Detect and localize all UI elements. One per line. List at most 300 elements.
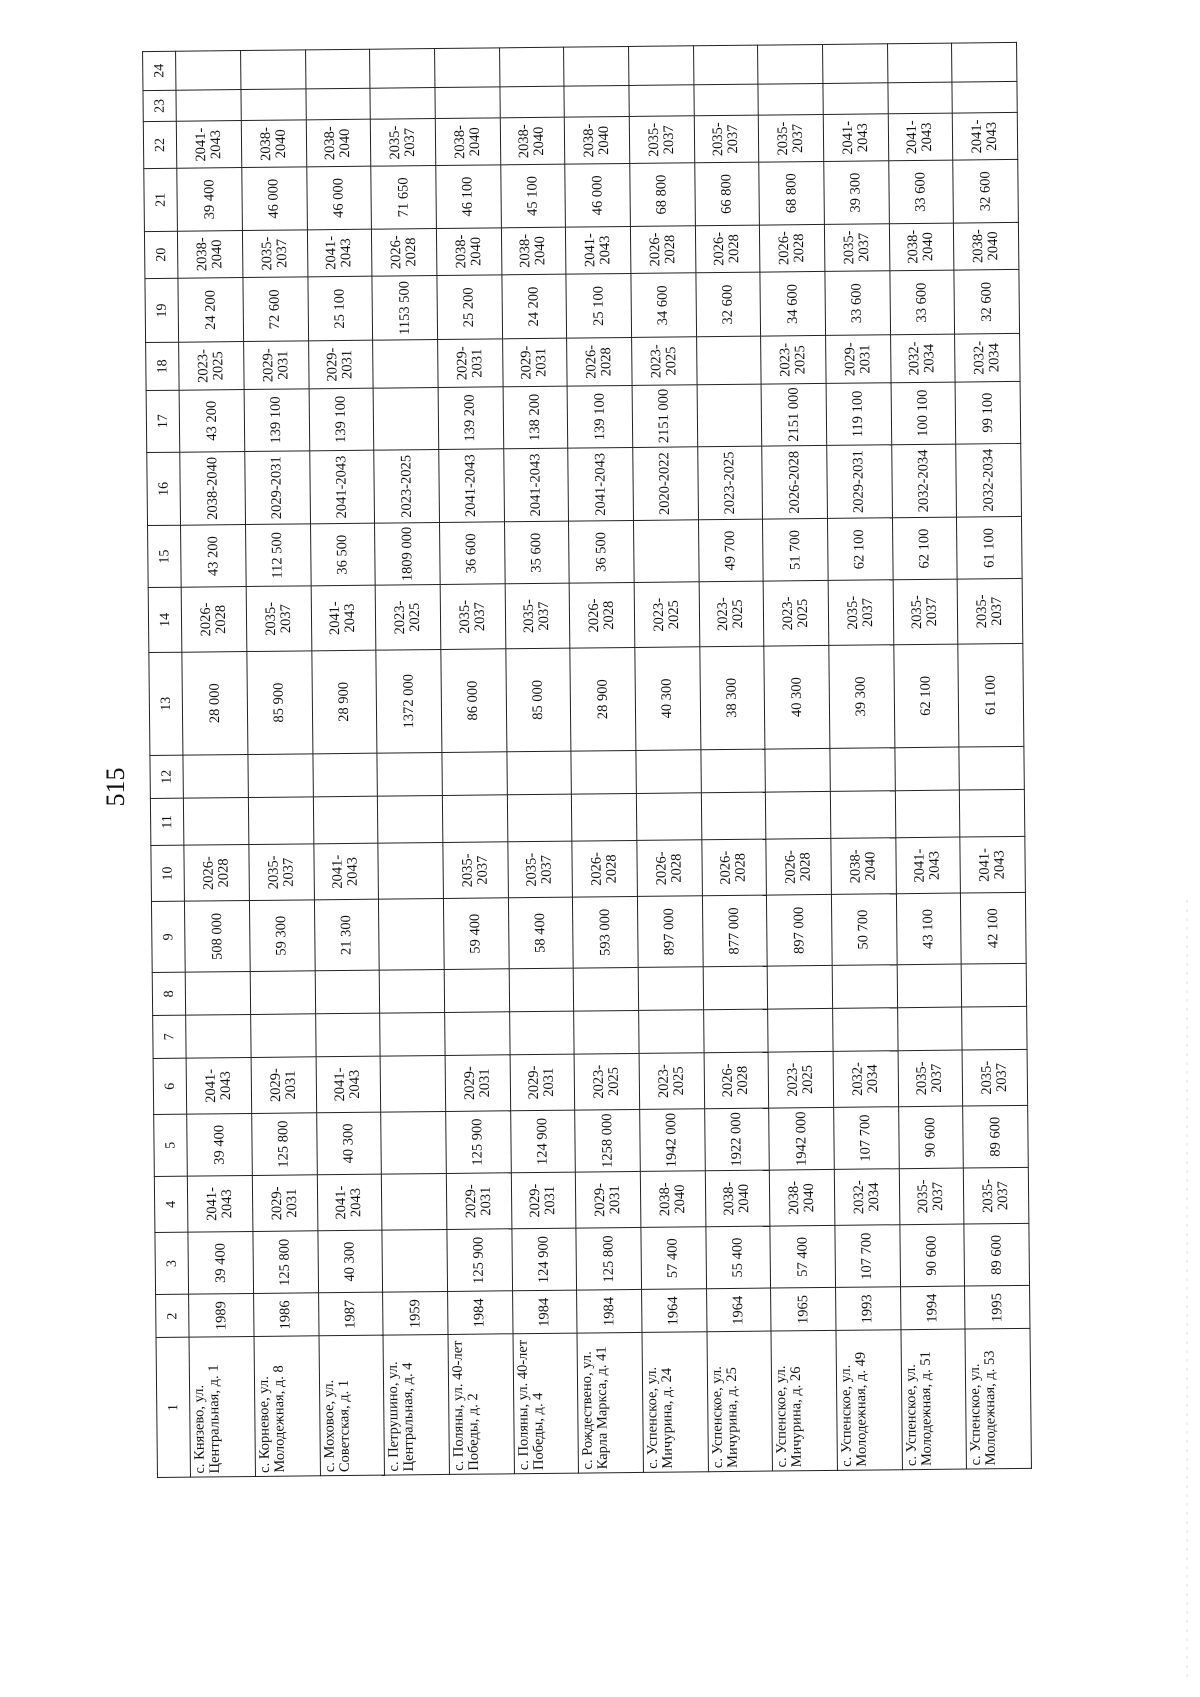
table-cell: 2038-2040 [831,838,896,895]
table-cell: 2038-2040 [178,230,243,278]
table-cell: 2026-2028 [181,587,246,652]
table-cell [758,44,823,84]
table-cell [629,85,694,117]
table-cell: 112 500 [245,524,310,587]
table-cell: 25 200 [437,275,502,340]
table-cell [370,87,435,119]
page-number: 515 [101,767,130,807]
table-cell: 2038-2040 [241,120,306,168]
table-cell: 139 100 [244,389,309,452]
table-cell: 125 800 [252,1113,317,1176]
table-cell: 33 600 [890,270,955,335]
table-cell [574,1010,639,1054]
column-number: 4 [154,1176,188,1232]
table-cell [306,88,371,120]
table-cell: 2029-2031 [445,1055,510,1112]
table-cell [185,972,250,1016]
table-cell [895,790,960,838]
table-cell: 66 800 [694,162,759,225]
table-cell: 2026-2028 [704,1052,769,1109]
table-cell: 2029-2031 [251,1057,316,1114]
table-cell [377,752,442,796]
table-cell: 39 400 [188,1232,253,1295]
table-cell: 90 600 [898,1106,963,1169]
table-cell: 2029-2031 [446,1173,511,1230]
table-cell [248,797,313,845]
table-cell [832,965,897,1009]
table-cell [758,83,823,115]
table-cell: 2023-2025 [574,1053,639,1110]
table-cell: 2026-2028 [372,228,437,276]
table-cell: 2026-2028 [572,841,637,898]
column-number: 13 [149,652,183,755]
table-cell [697,384,762,447]
table-cell [564,85,629,117]
table-cell: 1809 000 [375,523,440,586]
table-cell: 2041-2043 [439,449,504,523]
table-cell: 1994 [900,1286,965,1330]
table-cell: 28 900 [311,650,377,754]
table-cell: 2151 000 [632,384,697,447]
table-cell: 2023-2025 [697,446,762,520]
table-cell: 2023-2025 [763,581,828,646]
table-cell: 38 300 [699,646,765,750]
table-cell [571,750,636,794]
column-number: 18 [146,343,180,391]
table-cell: 2029-2031 [252,1175,317,1232]
table-cell [628,46,693,86]
table-cell: 61 100 [958,643,1024,747]
table-cell: 2038-2040 [565,117,630,165]
table-cell: 2041-2043 [309,450,374,524]
table-cell: 2041-2043 [186,1057,251,1114]
table-cell: 138 200 [503,386,568,449]
address-cell: с. Князево, ул. Центральная, д. 1 [189,1337,255,1477]
table-cell: 1372 000 [376,649,442,753]
table-cell [378,843,443,900]
table-cell [961,963,1026,1007]
table-cell: 99 100 [955,381,1020,444]
table-cell [379,899,444,971]
table-cell: 2023-2025 [768,1051,833,1108]
table-cell: 2038-2040 [889,223,954,271]
column-number: 10 [151,845,185,901]
table-cell: 33 600 [888,160,953,223]
table-cell: 2023-2025 [179,342,244,390]
table-cell: 2029-2031 [244,341,309,389]
table-cell [822,44,887,84]
table-cell: 2029-2031 [438,339,503,387]
table-cell [378,795,443,843]
table-cell: 46 000 [565,164,630,227]
table-cell: 2026-2028 [762,445,827,519]
column-number: 11 [150,798,184,846]
column-number: 15 [148,525,182,588]
table-cell [315,1013,380,1057]
table-cell [636,793,701,841]
column-number: 24 [143,51,177,90]
table-cell: 119 100 [826,382,891,445]
table-cell: 1987 [318,1292,383,1336]
table-cell: 2035-2037 [249,844,314,901]
table-cell [823,83,888,115]
address-cell: с. Успенское, ул. Молодежная, д. 53 [965,1329,1031,1469]
table-cell: 62 100 [892,517,957,580]
table-cell [186,1014,251,1058]
table-cell [830,791,895,839]
table-cell: 2026-2028 [766,839,831,896]
table-cell: 36 500 [569,521,634,584]
table-cell: 2023-2025 [632,337,697,385]
table-cell: 2035-2037 [694,115,759,163]
table-cell: 2023-2025 [639,1053,704,1110]
table-cell [435,87,500,119]
table-cell: 2029-2031 [308,341,373,389]
table-cell: 34 600 [760,271,825,336]
scan-edge-noise [1186,900,1188,1680]
table-cell: 2029-2031 [502,339,567,387]
table-cell: 2029-2031 [511,1172,576,1229]
table-cell: 57 400 [770,1225,835,1288]
address-cell: с. Рождествено, ул. Карла Маркса, д. 41 [577,1333,643,1473]
table-cell: 2029-2031 [576,1172,641,1229]
table-cell: 100 100 [891,382,956,445]
table-cell: 72 600 [243,277,308,342]
table-cell: 2035-2037 [246,586,311,651]
column-number: 21 [144,169,178,232]
table-cell: 43 200 [181,525,246,588]
table-cell [703,1009,768,1053]
table-cell [442,752,507,796]
table-cell: 2029-2031 [826,335,891,383]
table-cell: 49 700 [698,519,763,582]
table-cell: 1986 [253,1293,318,1337]
table-cell: 1153 500 [372,275,437,340]
table-cell: 2023-2025 [761,336,826,384]
table-cell [693,45,758,85]
column-number: 16 [147,452,181,525]
table-cell [701,792,766,840]
table-cell: 2026-2028 [569,583,634,648]
column-number: 6 [153,1058,187,1114]
table-cell: 25 100 [308,276,373,341]
table-cell: 39 400 [187,1113,252,1176]
table-cell: 43 100 [896,893,961,965]
table-cell: 85 000 [505,648,571,752]
table-cell [573,967,638,1011]
table-cell: 43 200 [179,389,244,452]
table-cell [305,49,370,89]
table-cell: 2151 000 [761,383,826,446]
column-number: 5 [154,1114,188,1177]
table-cell: 1984 [512,1290,577,1334]
table-cell: 1942 000 [640,1109,705,1172]
table-cell [507,794,572,842]
table-cell: 46 000 [242,167,307,230]
address-cell: с. Успенское, ул. Мичурина, д. 24 [642,1332,708,1472]
table-cell: 2020-2022 [633,447,698,521]
table-cell: 51 700 [763,518,828,581]
table-cell: 2026-2028 [760,224,825,272]
table-cell: 2035-2037 [898,1050,963,1107]
table-cell: 2038-2040 [180,452,245,526]
table-cell: 25 100 [566,273,631,338]
table-cell: 125 800 [576,1227,641,1290]
table-cell: 2032-2034 [956,443,1021,517]
column-number: 19 [145,278,179,343]
table-cell [380,1055,445,1112]
table-cell: 2041-2043 [307,229,372,277]
table-cell [765,748,830,792]
table-cell: 1965 [771,1288,836,1332]
table-cell: 40 300 [764,645,830,749]
table-cell [638,967,703,1011]
table-cell: 125 900 [447,1229,512,1292]
table-cell: 39 300 [824,161,889,224]
table-cell [703,966,768,1010]
table-cell: 2041-2043 [317,1174,382,1231]
table-cell: 2026-2028 [701,839,766,896]
table-cell [564,46,629,86]
table-cell: 125 900 [446,1111,511,1174]
column-number: 3 [155,1232,189,1295]
table-cell [895,747,960,791]
table-cell [500,86,565,118]
table-cell: 2035-2037 [242,230,307,278]
address-cell: с. Успенское, ул. Мичурина, д. 26 [771,1331,837,1471]
table-cell: 24 200 [178,277,243,342]
table-cell: 35 600 [504,521,569,584]
table-cell [639,1010,704,1054]
table-cell: 2035-2037 [629,116,694,164]
table-cell: 1922 000 [704,1108,769,1171]
address-cell: с. Успенское, ул. Молодежная, д. 49 [836,1330,902,1470]
table-cell [313,753,378,797]
table-cell: 1959 [383,1292,448,1336]
table-cell: 62 100 [827,518,892,581]
table-cell: 1964 [642,1289,707,1333]
column-number: 9 [151,901,185,972]
table-cell [952,42,1017,82]
address-cell: с. Петрушино, ул. Центральная, д. 4 [383,1335,449,1475]
table-cell: 1984 [448,1291,513,1335]
table-cell [382,1174,447,1231]
table-cell: 33 600 [825,271,890,336]
table-cell: 2041-2043 [177,121,242,169]
table-cell: 55 400 [706,1226,771,1289]
table-cell: 2035-2037 [371,119,436,167]
table-row [952,42,1032,1469]
table-cell: 897 000 [767,895,832,967]
table-cell: 2029-2031 [510,1054,575,1111]
table-cell: 40 300 [316,1112,381,1175]
table-cell [176,51,241,91]
table-cell [313,796,378,844]
column-number: 22 [143,121,177,169]
table-cell [633,520,698,583]
table-body [143,42,1032,1477]
data-table [142,42,1032,1478]
table-cell [445,1012,510,1056]
table-cell: 2023-2025 [374,449,439,523]
table-cell [315,970,380,1014]
table-cell: 2041-2043 [953,112,1018,160]
column-number: 12 [150,755,184,798]
table-cell [370,49,435,89]
table-cell: 24 200 [502,274,567,339]
table-cell: 2041-2043 [823,114,888,162]
table-cell: 124 900 [512,1228,577,1291]
table-cell: 2041-2043 [566,226,631,274]
table-cell: 2035-2037 [440,584,505,649]
table-cell: 32 600 [953,160,1018,223]
rotated-table-container [142,42,1032,1478]
table-cell: 2026-2028 [567,338,632,386]
table-cell [380,1012,445,1056]
table-cell: 2038-2040 [501,227,566,275]
table-cell [241,89,306,121]
table-cell [444,969,509,1013]
table-cell [897,964,962,1008]
table-cell: 2041-2043 [188,1176,253,1233]
table-cell: 1258 000 [575,1109,640,1172]
table-cell: 40 300 [318,1230,383,1293]
table-cell: 2035-2037 [964,1168,1029,1225]
table-cell: 32 600 [696,272,761,337]
table-cell: 40 300 [635,647,701,751]
table-cell: 36 600 [439,522,504,585]
table-cell [381,1111,446,1174]
table-cell [499,47,564,87]
table-cell: 2035-2037 [443,842,508,899]
table-cell [959,746,1024,790]
table-cell: 2023-2025 [375,585,440,650]
table-cell: 897 000 [637,896,702,968]
table-cell: 2038-2040 [306,119,371,167]
table-cell: 2023-2025 [634,582,699,647]
table-cell: 2032-2034 [891,444,956,518]
table-cell: 32 600 [954,269,1019,334]
table-cell: 21 300 [314,899,379,971]
table-cell: 124 900 [510,1110,575,1173]
table-cell: 2035-2037 [893,579,958,644]
table-cell: 50 700 [831,894,896,966]
table-cell: 2035-2037 [507,841,572,898]
table-cell: 62 100 [893,644,959,748]
table-cell: 2035-2037 [824,223,889,271]
column-number: 8 [152,972,186,1015]
table-cell [442,795,507,843]
column-number: 1 [156,1337,191,1477]
address-cell: с. Корневое, ул. Молодежная, д. 8 [254,1336,320,1476]
table-cell: 39 300 [829,645,895,749]
address-cell: с. Моховое, ул. Советская, д. 1 [319,1335,385,1475]
table-cell: 2041-2043 [313,843,378,900]
table-cell [373,387,438,450]
table-cell: 34 600 [631,273,696,338]
table-cell [888,82,953,114]
address-cell: с. Успенское, ул. Молодежная, д. 51 [901,1329,967,1469]
table-cell: 45 100 [500,164,565,227]
table-cell: 2041-2043 [895,837,960,894]
column-number: 2 [156,1295,190,1338]
table-cell: 59 300 [249,900,314,972]
table-cell: 89 600 [963,1105,1028,1168]
table-cell [379,969,444,1013]
table-cell [701,749,766,793]
table-cell: 2032-2034 [833,1051,898,1108]
table-cell: 2041-2043 [888,113,953,161]
table-cell [833,1008,898,1052]
table-cell [962,1006,1027,1050]
table-cell: 58 400 [508,897,573,969]
table-cell: 2026-2028 [630,225,695,273]
table-cell: 2035-2037 [759,114,824,162]
table-cell: 1984 [577,1290,642,1334]
table-cell: 2038-2040 [436,227,501,275]
table-cell: 68 800 [759,162,824,225]
table-cell: 1964 [706,1288,771,1332]
table-cell: 107 700 [835,1225,900,1288]
table-cell: 2035-2037 [962,1049,1027,1106]
table-cell [176,89,241,121]
table-cell [636,750,701,794]
table-cell: 139 100 [567,385,632,448]
table-cell [509,1011,574,1055]
table-cell [240,50,305,90]
table-cell: 68 800 [630,163,695,226]
table-cell [248,754,313,798]
table-cell: 2038-2040 [705,1170,770,1227]
table-cell [696,337,761,385]
table-cell: 2041-2043 [568,447,633,521]
table-cell: 1995 [965,1286,1030,1330]
table-cell: 107 700 [834,1107,899,1170]
table-cell: 1942 000 [769,1107,834,1170]
table-cell: 36 500 [310,523,375,586]
column-number: 23 [143,90,177,122]
table-cell: 2041-2043 [960,837,1025,894]
table-cell: 39 400 [177,168,242,231]
table-cell [509,968,574,1012]
table-cell [184,797,249,845]
table-cell: 508 000 [185,901,250,973]
table-cell: 2029-2031 [827,445,892,519]
column-number: 7 [153,1015,187,1058]
table-cell: 86 000 [441,649,507,753]
table-cell: 2038-2040 [770,1170,835,1227]
table-cell: 61 100 [957,516,1022,579]
table-cell [183,754,248,798]
table-cell [373,340,438,388]
table-cell [768,1008,833,1052]
table-cell: 2041-2043 [316,1056,381,1113]
table-cell [572,793,637,841]
table-cell [767,965,832,1009]
address-cell: с. Поляны, ул. 40-лет Победы, д. 4 [513,1333,579,1473]
table-cell [434,48,499,88]
table-cell: 89 600 [964,1223,1029,1286]
table-cell: 2035-2037 [899,1168,964,1225]
table-cell: 139 200 [438,386,503,449]
table-cell: 2023-2025 [699,581,764,646]
table-cell [251,1014,316,1058]
table-cell: 2026-2028 [184,845,249,902]
table-cell: 28 900 [570,647,636,751]
table-cell: 2038-2040 [640,1171,705,1228]
table-cell: 2026-2028 [695,225,760,273]
table-cell [952,81,1017,113]
